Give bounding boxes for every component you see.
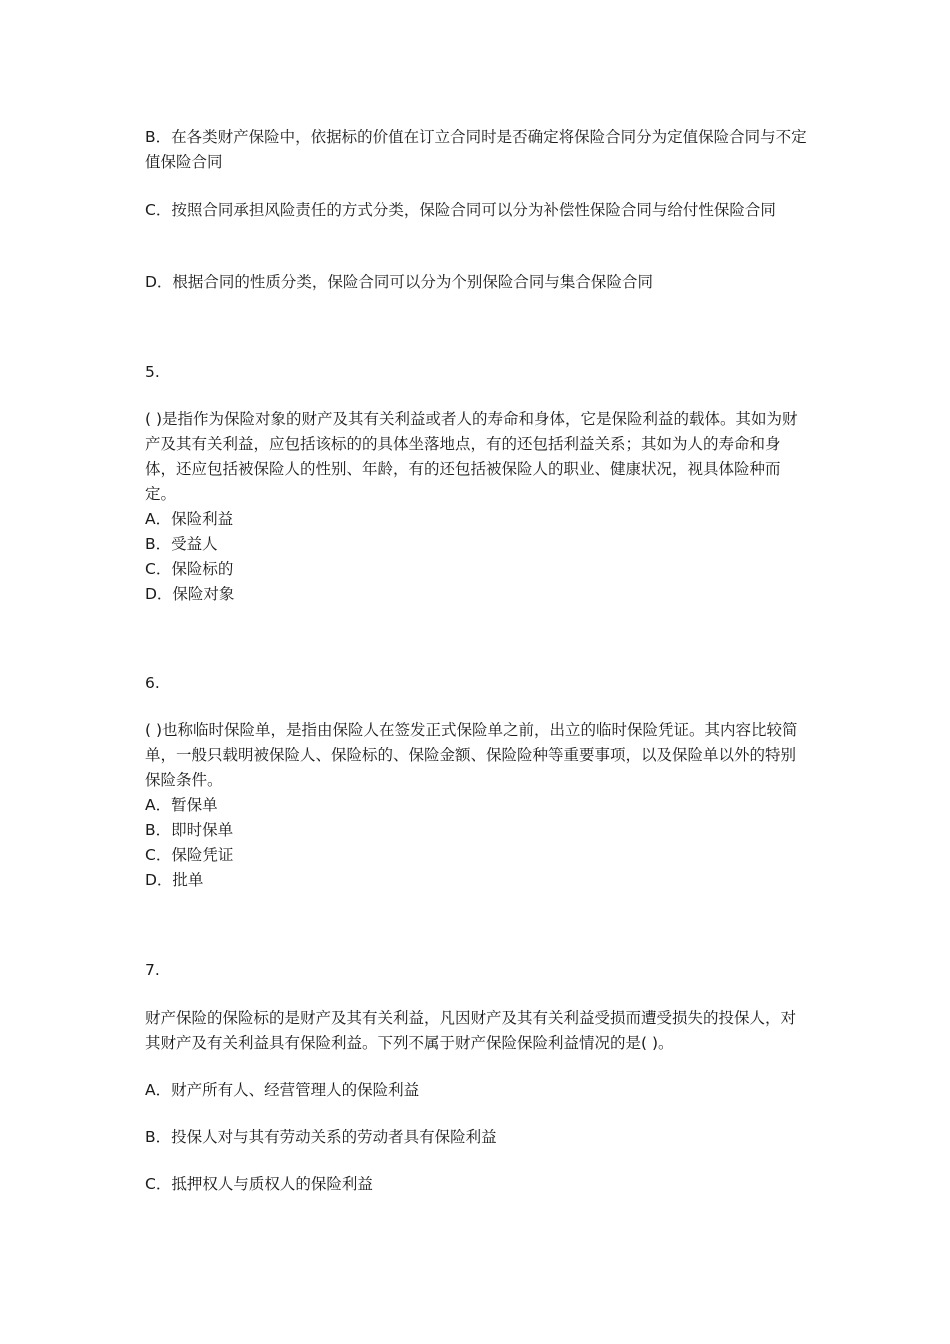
q7-option-a-text: A．财产所有人、经营管理人的保险利益 xyxy=(145,1081,420,1099)
q5-option-a: A．保险利益 xyxy=(145,510,234,528)
q7-number-text: 7. xyxy=(145,961,160,979)
q4-option-c xyxy=(145,198,810,223)
q5-stem xyxy=(145,407,810,507)
q4-option-b xyxy=(145,125,810,175)
q6-option-c: C．保险凭证 xyxy=(145,846,234,864)
q6-option-a: A．暂保单 xyxy=(145,796,218,814)
q7-option-a xyxy=(145,1078,810,1103)
q7-option-c-text: C．抵押权人与质权人的保险利益 xyxy=(145,1175,373,1193)
q7-number xyxy=(145,958,810,983)
q4-option-d xyxy=(145,270,810,295)
q7-option-c xyxy=(145,1172,810,1197)
q7-option-b-text: B．投保人对与其有劳动关系的劳动者具有保险利益 xyxy=(145,1128,497,1146)
q6-option-b: B．即时保单 xyxy=(145,821,234,839)
q4-option-c-text: C．按照合同承担风险责任的方式分类，保险合同可以分为补偿性保险合同与给付性保险合同 xyxy=(145,201,776,219)
q6-stem xyxy=(145,718,810,793)
q5-option-d: D．保险对象 xyxy=(145,585,235,603)
q6-number-text: 6. xyxy=(145,674,160,692)
q7-option-b xyxy=(145,1125,810,1150)
q6-option-d: D．批单 xyxy=(145,871,204,889)
q5-stem-text: ( )是指作为保险对象的财产及其有关利益或者人的寿命和身体，它是保险利益的载体。其如为财产及其有关利益，应包括该标的的具体坐落地点，有的还包括利益关系；其如为人的寿命和身体，还应包括被保险人的性别、年龄，有的还包括被保险人的职业、健康状况，视具体险种而定。 xyxy=(145,410,798,503)
q4-option-d-text: D．根据合同的性质分类，保险合同可以分为个别保险合同与集合保险合同 xyxy=(145,273,653,291)
q7-stem-text: 财产保险的保险标的是财产及其有关利益，凡因财产及其有关利益受损而遭受损失的投保人，对其财产及有关利益具有保险利益。下列不属于财产保险保险利益情况的是( )。 xyxy=(145,1009,797,1052)
q5-option-b: B．受益人 xyxy=(145,535,218,553)
q6-stem-text: ( )也称临时保险单，是指由保险人在签发正式保险单之前，出立的临时保险凭证。其内容比较简单，一般只载明被保险人、保险标的、保险金额、保险险种等重要事项，以及保险单以外的特别保险条件。 xyxy=(145,721,798,789)
q6-options xyxy=(145,793,810,893)
q5-number xyxy=(145,360,810,385)
q5-options xyxy=(145,507,810,607)
q5-number-text: 5. xyxy=(145,363,160,381)
q6-number xyxy=(145,671,810,696)
q4-option-b-text: B．在各类财产保险中，依据标的价值在订立合同时是否确定将保险合同分为定值保险合同与不定值保险合同 xyxy=(145,128,807,171)
q7-stem xyxy=(145,1006,810,1056)
q5-option-c: C．保险标的 xyxy=(145,560,234,578)
